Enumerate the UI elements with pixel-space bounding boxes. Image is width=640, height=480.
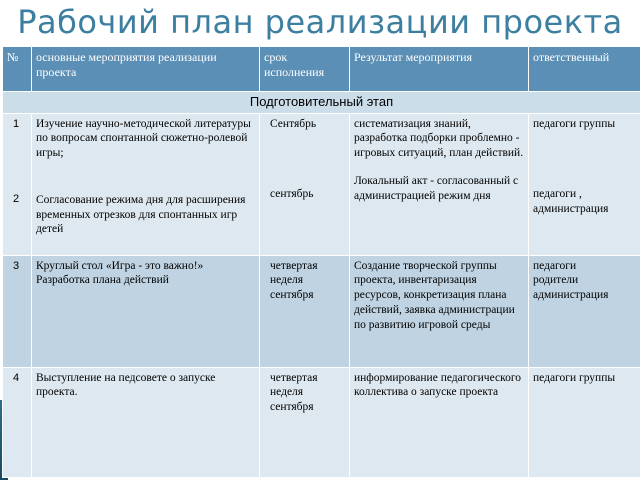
activity-cell bbox=[32, 113, 260, 255]
row-number: 1 bbox=[13, 117, 20, 130]
activity-cell: Выступление на педсовете о запуске проекта. bbox=[32, 367, 260, 477]
table-row bbox=[3, 113, 640, 255]
deadline-cell bbox=[260, 367, 350, 477]
responsible-text: родители bbox=[533, 274, 579, 287]
responsible-cell: педагоги группы bbox=[529, 367, 640, 477]
row-number-cell bbox=[3, 255, 32, 367]
table-row bbox=[3, 367, 640, 477]
header-activities: основные мероприятия реализации проекта bbox=[32, 47, 260, 92]
responsible-text: педагоги bbox=[533, 259, 577, 272]
responsible-cell bbox=[529, 113, 640, 255]
activity-text: Изучение научно-методической литературы по вопросам спонтанной сюжетно-ролевой игры; bbox=[36, 117, 251, 160]
responsible-text: администрация bbox=[533, 289, 609, 302]
plan-table bbox=[2, 46, 640, 478]
deadline-text: сентябрь bbox=[270, 188, 314, 201]
row-number-cell bbox=[3, 367, 32, 477]
deadline-text: Сентябрь bbox=[270, 117, 317, 130]
row-number: 2 bbox=[13, 192, 20, 205]
header-row bbox=[3, 47, 640, 92]
deadline-text: четвертая неделя сентября bbox=[270, 371, 318, 414]
result-text: систематизация знаний, разработка подборки проблемно - игровых ситуаций, план действий. bbox=[354, 117, 524, 160]
deadline-text: четвертая неделя сентября bbox=[270, 259, 318, 302]
activity-text: Согласование режима дня для расширения временных отрезков для спонтанных игр детей bbox=[36, 193, 246, 236]
result-text: Локальный акт - согласованный с администрацией режим дня bbox=[354, 174, 519, 202]
row-number: 3 bbox=[13, 259, 20, 272]
deadline-cell bbox=[260, 255, 350, 367]
header-num: № bbox=[3, 47, 32, 92]
responsible-text: педагоги , администрация bbox=[533, 188, 609, 216]
result-cell: Создание творческой группы проекта, инвентаризация ресурсов, конкретизация плана действий, заявка администрации по развитию игровой среды bbox=[350, 255, 529, 367]
result-cell: информирование педагогического коллектива о запуске проекта bbox=[350, 367, 529, 477]
table-row bbox=[3, 255, 640, 367]
header-responsible: ответственный bbox=[529, 47, 640, 92]
stage-label: Подготовительный этап bbox=[3, 92, 640, 114]
result-cell bbox=[350, 113, 529, 255]
page-title: Рабочий план реализации проекта bbox=[17, 3, 623, 41]
row-number: 4 bbox=[13, 371, 20, 384]
header-result: Результат мероприятия bbox=[350, 47, 529, 92]
responsible-text: педагоги группы bbox=[533, 117, 616, 130]
deadline-cell bbox=[260, 113, 350, 255]
activity-cell: Круглый стол «Игра - это важно!» Разработка плана действий bbox=[32, 255, 260, 367]
header-deadline: срок исполнения bbox=[260, 47, 350, 92]
stage-row bbox=[3, 92, 640, 114]
row-number-cell bbox=[3, 113, 32, 255]
responsible-cell bbox=[529, 255, 640, 367]
